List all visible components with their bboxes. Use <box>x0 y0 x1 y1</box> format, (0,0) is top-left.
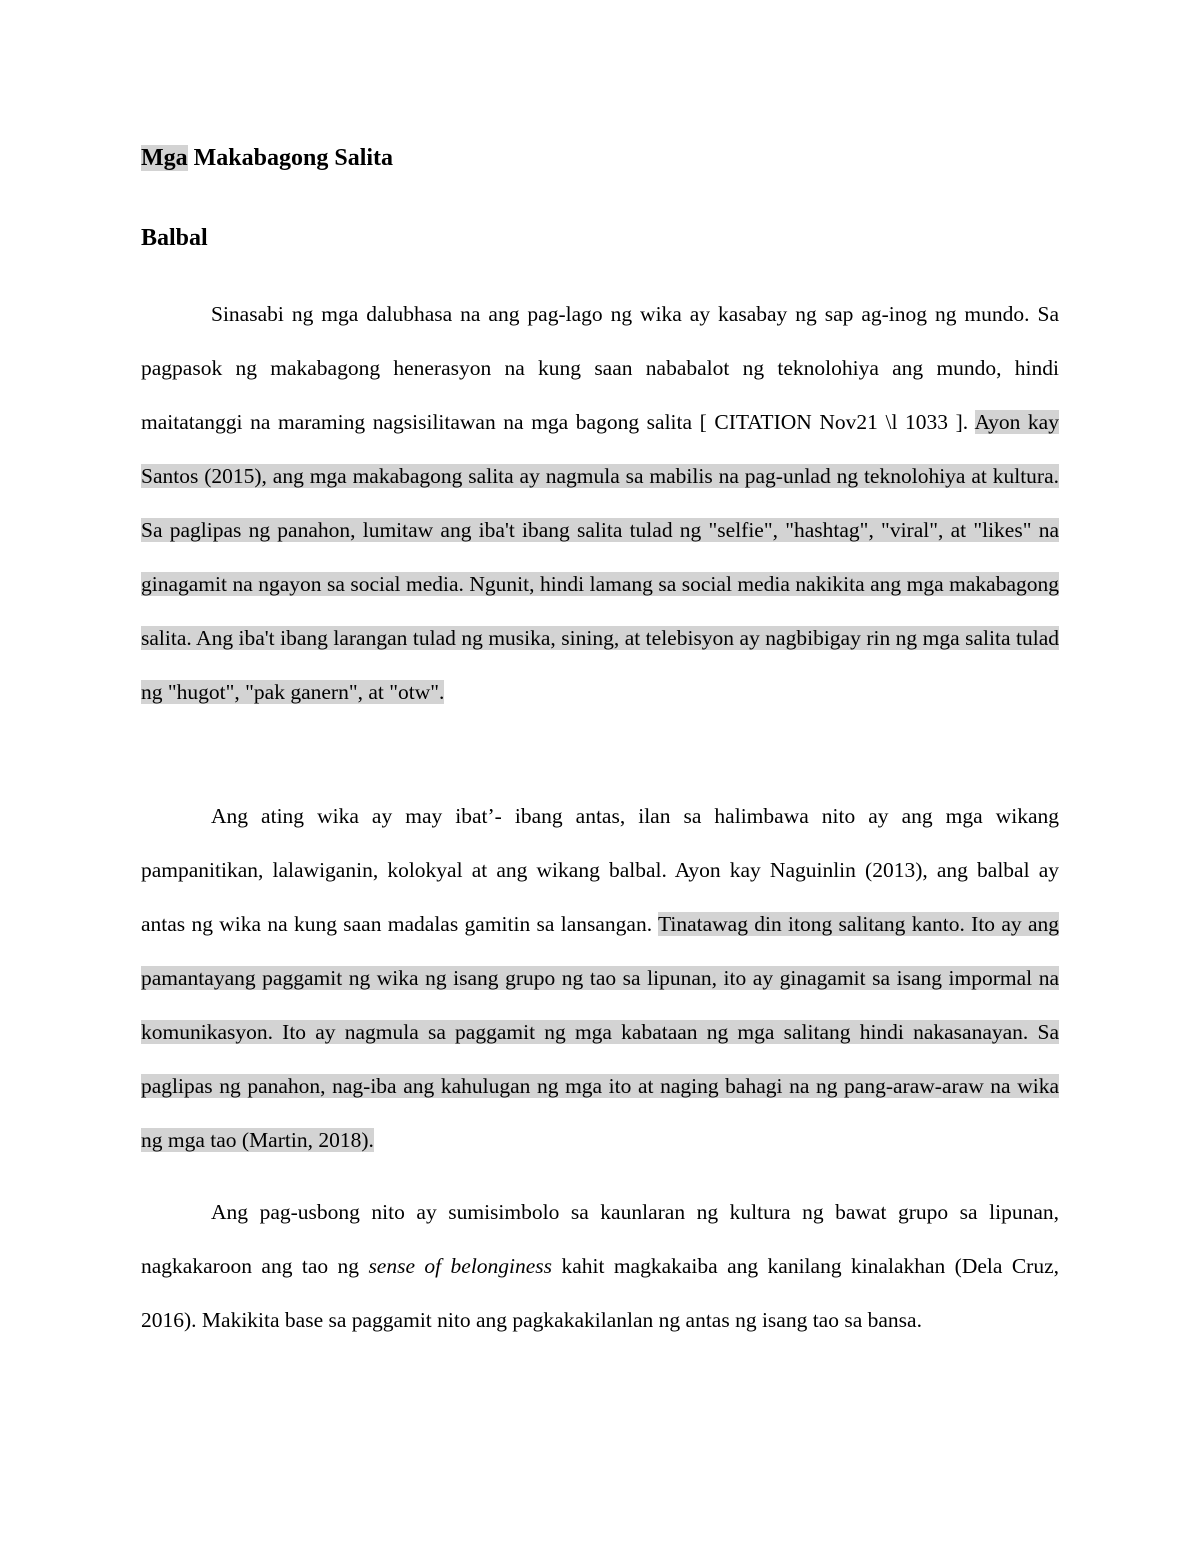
paragraph-2 <box>141 789 1059 1167</box>
paragraph-1 <box>141 287 1059 719</box>
paragraph-3-italic-phrase: sense of belonginess <box>368 1254 553 1278</box>
paragraph-1-highlight: Ayon kay Santos (2015), ang mga makabagong salita ay nagmula sa mabilis na pag-unlad ng teknolohiya at kultura. Sa paglipas ng panahon, lumitaw ang iba't ibang salita tulad ng "selfie", "hashtag", "viral", at "likes" na ginagamit na ngayon sa social media. Ngunit, hindi lamang sa social media nakikita ang mga makabagong salita. Ang iba't ibang larangan tulad ng musika, sining, at telebisyon ay nagbibigay rin ng mga salita tulad ng "hugot", "pak ganern", at "otw". <box>141 410 1059 704</box>
title-text: Makabagong Salita <box>187 145 394 171</box>
paragraph-1-text: Sinasabi ng mga dalubhasa na ang pag-lago ng wika ay kasabay ng sap ag-inog ng mundo. Sa pagpasok ng makabagong henerasyon na kung saan nababalot ng teknolohiya ang mundo, hindi maitatanggi na maraming nagsisilitawan na mga bagong salita [ CITATION Nov21 \l 1033 ]. <box>141 302 1059 434</box>
title-highlight: Mga <box>141 145 188 171</box>
document-title <box>141 140 393 176</box>
paragraph-3-text-before: Ang pag-usbong nito ay sumisimbolo sa kaunlaran ng kultura ng bawat grupo sa lipunan, nagkakaroon ang tao ng <box>141 1200 1059 1278</box>
paragraph-3-text-after: kahit magkakaiba ang kanilang kinalakhan (Dela Cruz, 2016). Makikita base sa paggamit nito ang pagkakakilanlan ng antas ng isang tao sa bansa. <box>141 1254 1059 1332</box>
paragraph-3 <box>141 1185 1059 1347</box>
paragraph-2-highlight: Tinatawag din itong salitang kanto. Ito ay ang pamantayang paggamit ng wika ng isang grupo ng tao sa lipunan, ito ay ginagamit sa isang impormal na komunikasyon. Ito ay nagmula sa paggamit ng mga kabataan ng mga salitang hindi nakasanayan. Sa paglipas ng panahon, nag-iba ang kahulugan ng mga ito at naging bahagi na ng pang-araw-araw na wika ng mga tao (Martin, 2018). <box>141 912 1059 1152</box>
paragraph-2-text: Ang ating wika ay may ibat’- ibang antas, ilan sa halimbawa nito ay ang mga wikang pampanitikan, lalawiganin, kolokyal at ang wikang balbal. Ayon kay Naguinlin (2013), ang balbal ay antas ng wika na kung saan madalas gamitin sa lansangan. <box>141 804 1059 936</box>
section-heading: Balbal <box>141 225 208 251</box>
